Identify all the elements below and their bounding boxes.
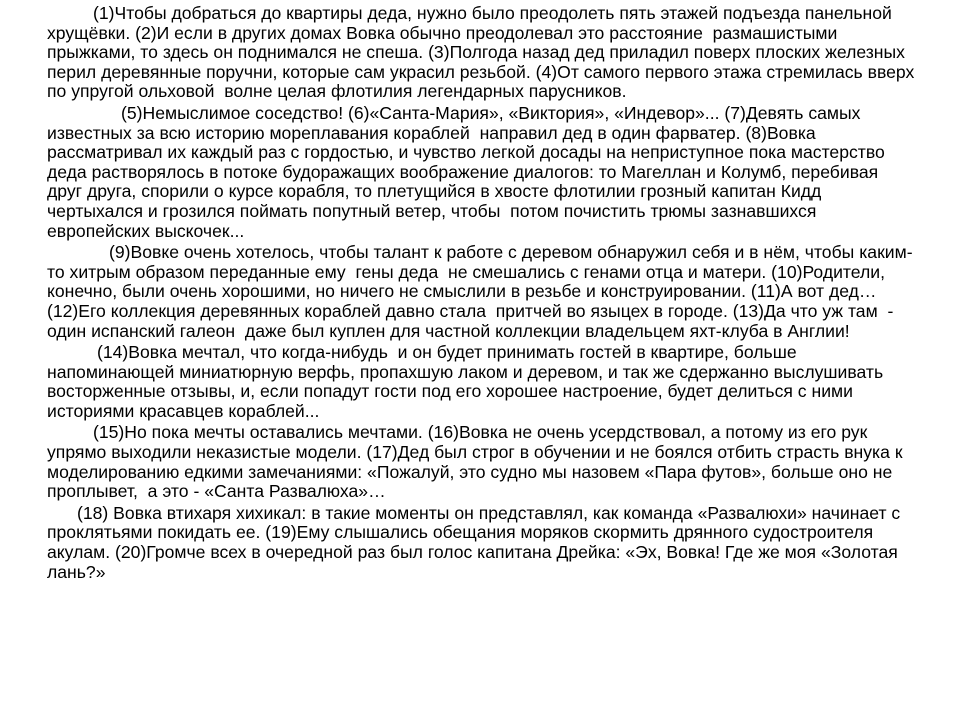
document-page xyxy=(47,3,920,584)
paragraph-1: (1)Чтобы добраться до квартиры деда, нужно было преодолеть пять этажей подъезда панельной хрущёвки. (2)И если в других домах Вовка обычно преодолевал это расстояние размашистыми прыжками, то здесь он поднимался не спеша. (3)Полгода назад дед приладил поверх плоских железных перил деревянные поручни, которые сам украсил резьбой. (4)От самого первого этажа стремилась вверх по упругой ольховой волне целая флотилия легендарных парусников. xyxy=(47,3,920,102)
paragraph-4: (14)Вовка мечтал, что когда-нибудь и он будет принимать гостей в квартире, больше напоминающей миниатюрную верфь, пропахшую лаком и деревом, и так же сдержанно выслушивать восторженные отзывы, и, если попадут гости под его хорошее настроение, будет делиться с ними историями красавцев кораблей... xyxy=(47,342,889,421)
paragraph-3: (9)Вовке очень хотелось, чтобы талант к работе с деревом обнаружил себя и в нём, чтобы каким-то хитрым образом переданные ему гены деда не смешались с генами отца и матери. (10)Родители, конечно, были очень хорошими, но ничего не смыслили в резьбе и конструировании. (11)А вот дед… (12)Его коллекция деревянных кораблей давно стала притчей во языцех в городе. (13)Да что уж там - один испанский галеон даже был куплен для частной коллекции владельцем яхт-клуба в Англии! xyxy=(47,242,913,341)
paragraph-2: (5)Немыслимое соседство! (6)«Санта-Мария», «Виктория», «Индевор»... (7)Девять самых известных за всю историю мореплавания кораблей направил дед в один фарватер. (8)Вовка рассматривал их каждый раз с гордостью, и чувство легкой досады на неприступное пока мастерство деда растворялось в потоке будоражащих воображение диалогов: то Магеллан и Колумб, перебивая друг друга, спорили о курсе корабля, то плетущийся в хвосте флотилии грозный капитан Кидд чертыхался и грозился поймать попутный ветер, чтобы потом почистить трюмы зазнавшихся европейских выскочек... xyxy=(47,102,890,241)
paragraph-6: (18) Вовка втихаря хихикал: в такие моменты он представлял, как команда «Развалюхи» начинает с проклятьями покидать ее. (19)Ему слышались обещания моряков скормить дрянного судостроителя акулам. (20)Громче всех в очередной раз был голос капитана Дрейка: «Эх, Вовка! Где же моя «Золотая лань?» xyxy=(47,502,906,582)
paragraph-5: (15)Но пока мечты оставались мечтами. (16)Вовка не очень усердствовал, а потому из его рук упрямо выходили неказистые модели. (17)Дед был строг в обучении и не боялся отбить страсть внука к моделированию едкими замечаниями: «Пожалуй, это судно мы назовем «Пара футов», больше оно не проплывет, а это - «Санта Развалюха»… xyxy=(47,422,908,502)
